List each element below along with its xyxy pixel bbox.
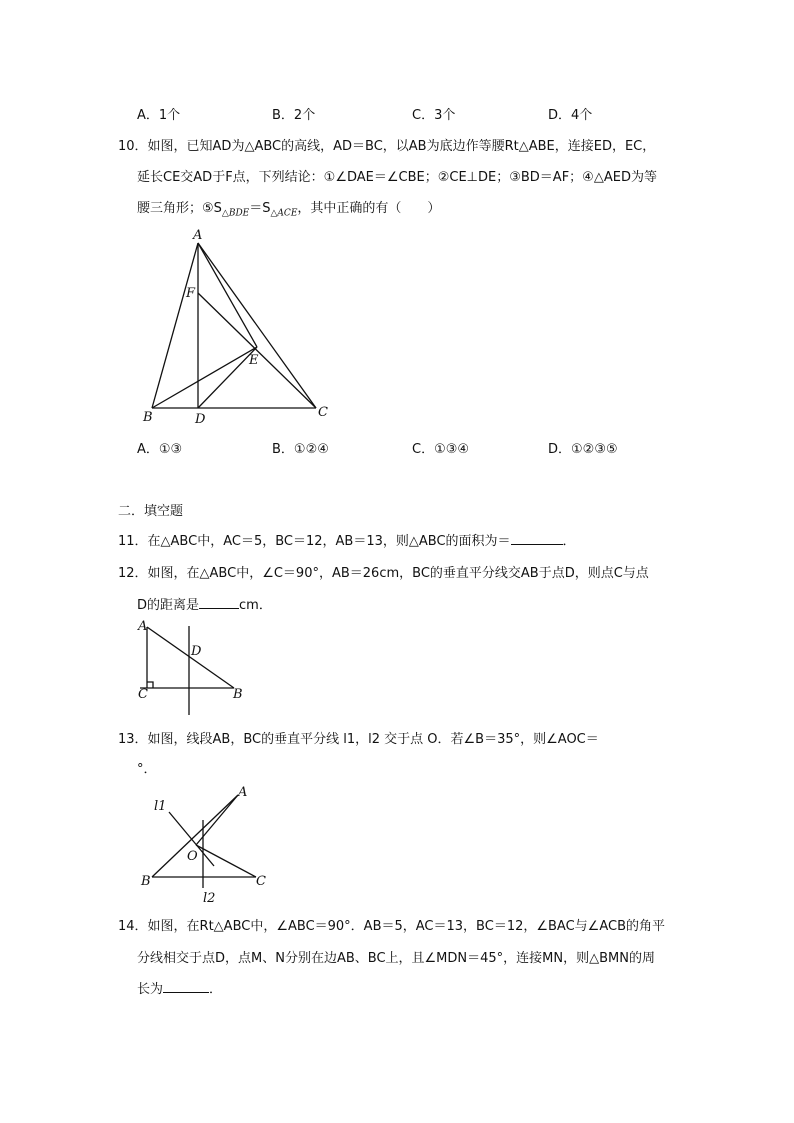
q10-text-b: ＝S: [249, 201, 271, 216]
q12-text-b: cm．: [239, 598, 272, 613]
q10-label-f: F: [186, 286, 196, 301]
q13-line-2: °．: [137, 762, 157, 777]
q10-label-c: C: [318, 405, 328, 420]
q10-sub-bde: △BDE: [221, 208, 250, 219]
q11-text-a: 11．在△ABC中，AC＝5，BC＝12，AB＝13，则△ABC的面积为＝: [118, 534, 511, 549]
q9-option-c: C．3个: [412, 108, 456, 123]
q10-option-a: A．①③: [137, 442, 183, 457]
q10-label-a: A: [193, 228, 203, 243]
q10-sub-ace: △ACE: [270, 208, 298, 219]
q10-line-1: 10．如图，已知AD为△ABC的高线，AD＝BC，以AB为底边作等腰Rt△ABE，连接ED，EC，: [118, 139, 656, 154]
q12-label-b: B: [233, 687, 243, 702]
section-title-fill-in: 二．填空题: [118, 504, 184, 519]
q12-label-d: D: [191, 644, 202, 659]
q12-label-c: C: [138, 687, 148, 702]
q14-line-3: [137, 978, 222, 997]
q10-label-d: D: [195, 412, 206, 427]
q13-seg-oa: [196, 795, 238, 845]
q9-option-b: B．2个: [272, 108, 316, 123]
q13-label-l2: l2: [203, 891, 216, 906]
q10-option-b: B．①②④: [272, 442, 329, 457]
q14-line-1: 14．如图，在Rt△ABC中，∠ABC＝90°．AB＝5，AC＝13，BC＝12，∠BAC与∠ACB的角平: [118, 919, 665, 934]
q14-text-b: ．: [209, 982, 223, 997]
q14-text-a: 长为: [137, 982, 164, 997]
q13-label-c: C: [256, 874, 266, 889]
q13-label-a: A: [238, 785, 248, 800]
q13-label-o: O: [187, 849, 198, 864]
q13-line-1: 13．如图，线段AB，BC的垂直平分线 l1，l2 交于点 O．若∠B＝35°，则∠AOC＝: [118, 732, 599, 747]
q12-line-1: 12．如图，在△ABC中，∠C＝90°，AB＝26cm，BC的垂直平分线交AB于点D，则点C与点: [118, 566, 649, 581]
q14-line-2: 分线相交于点D，点M、N分别在边AB、BC上，且∠MDN＝45°，连接MN，则△BMN的周: [137, 951, 655, 966]
q10-line-2: 延长CE交AD于F点，下列结论：①∠DAE＝∠CBE；②CE⊥DE；③BD＝AF；④△AED为等: [137, 170, 657, 185]
q10-text-c: ，其中正确的有（ ）: [297, 201, 441, 216]
q13-label-l1: l1: [154, 799, 167, 814]
q10-text-a: 腰三角形；⑤S: [137, 201, 222, 216]
q10-option-d: D．①②③⑤: [548, 442, 618, 457]
q12-text-a: D的距离是: [137, 598, 200, 613]
q12-label-a: A: [138, 619, 148, 634]
q11-text-b: ．: [562, 534, 576, 549]
q10-label-e: E: [249, 353, 259, 368]
q13-seg-oc: [196, 845, 256, 877]
q13-label-b: B: [141, 874, 151, 889]
q14-answer-blank: [163, 979, 209, 993]
q10-label-b: B: [143, 410, 153, 425]
q9-option-d: D．4个: [548, 108, 593, 123]
q10-option-c: C．①③④: [412, 442, 470, 457]
q9-option-a: A．1个: [137, 108, 181, 123]
